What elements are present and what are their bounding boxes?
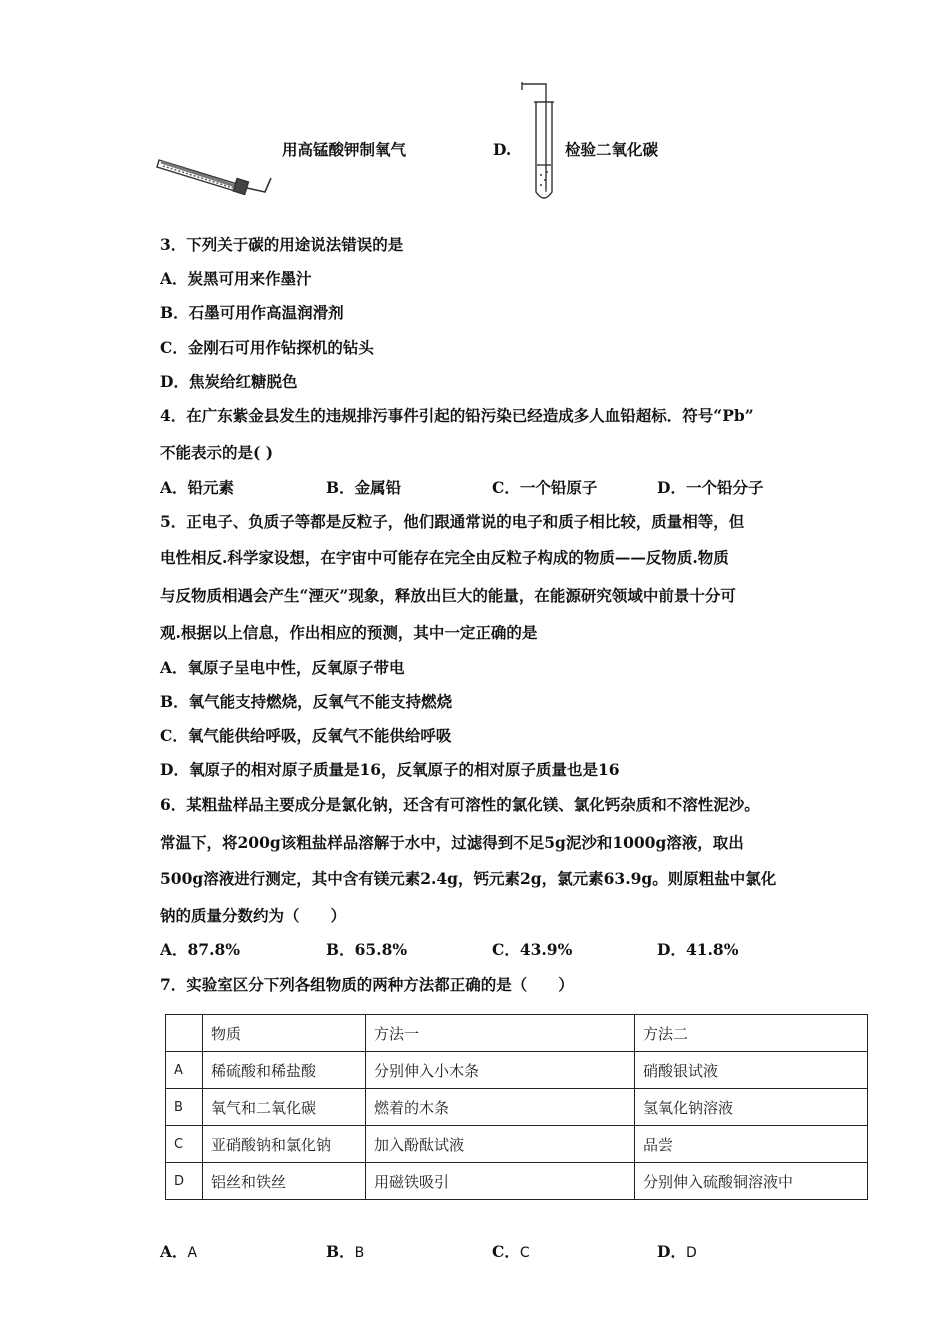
q6-option-c[interactable]: C．43.9% (492, 940, 573, 959)
table-header-cell: 方法一 (366, 1015, 635, 1052)
q5-stem-line-2: 电性相反.科学家设想，在宇宙中可能存在完全由反粒子构成的物质——反物质.物质 (160, 548, 729, 567)
figure-d-caption: 检验二氧化碳 (565, 140, 659, 159)
q5-stem-line-3: 与反物质相遇会产生“湮灭”现象，释放出巨大的能量，在能源研究领域中前景十分可 (160, 586, 736, 605)
q7-option-a[interactable] (160, 1240, 197, 1262)
table-cell: 用磁铁吸引 (366, 1163, 635, 1200)
q3-option-a[interactable]: A．炭黑可用来作墨汁 (160, 269, 312, 288)
q6-stem-line-4: 钠的质量分数约为（ ） (160, 906, 347, 925)
q7-option-b[interactable] (326, 1240, 364, 1262)
option-value: B (354, 1245, 365, 1261)
figure-c-caption: 用高锰酸钾制氧气 (282, 140, 407, 159)
q7-option-d[interactable] (657, 1240, 697, 1262)
q7-stem: 7．实验室区分下列各组物质的两种方法都正确的是（ ） (160, 975, 574, 994)
heating-tube-figure (155, 148, 280, 203)
test-tube-figure (518, 80, 560, 205)
table-cell: 硝酸银试液 (635, 1052, 868, 1089)
table-cell: C (166, 1126, 203, 1163)
q5-option-d[interactable]: D．氧原子的相对原子质量是16，反氧原子的相对原子质量也是16 (160, 760, 620, 779)
option-label: A． (160, 1242, 188, 1261)
q7-option-c[interactable] (492, 1240, 530, 1262)
q6-stem-line-1: 6．某粗盐样品主要成分是氯化钠，还含有可溶性的氯化镁、氯化钙杂质和不溶性泥沙。 (160, 795, 760, 814)
table-header-cell: 物质 (203, 1015, 366, 1052)
q3-option-b[interactable]: B．石墨可用作高温润滑剂 (160, 303, 344, 322)
q3-option-c[interactable]: C．金刚石可用作钻探机的钻头 (160, 338, 374, 357)
option-value: C (519, 1245, 530, 1261)
q3-option-d[interactable]: D．焦炭给红糖脱色 (160, 372, 298, 391)
table-cell: 加入酚酞试液 (366, 1126, 635, 1163)
option-label: B． (326, 1242, 355, 1261)
table-cell: 氧气和二氧化碳 (203, 1089, 366, 1126)
q5-option-b[interactable]: B．氧气能支持燃烧，反氧气不能支持燃烧 (160, 692, 453, 711)
table-header-cell: 方法二 (635, 1015, 868, 1052)
q4-option-b[interactable]: B．金属铅 (326, 478, 402, 497)
q6-stem-line-3: 500g溶液进行测定，其中含有镁元素2.4g，钙元素2g，氯元素63.9g。则原粗盐中氯化 (160, 869, 777, 888)
table-row (166, 1163, 868, 1200)
table-cell: A (166, 1052, 203, 1089)
table-header-row (166, 1015, 868, 1052)
q6-option-b[interactable]: B．65.8% (326, 940, 408, 959)
table-row (166, 1052, 868, 1089)
q4-option-a[interactable]: A．铅元素 (160, 478, 235, 497)
q4-stem-line-1: 4．在广东紫金县发生的违规排污事件引起的铅污染已经造成多人血铅超标．符号“Pb” (160, 406, 754, 425)
figure-d-label: D. (493, 140, 512, 159)
table-cell: 燃着的木条 (366, 1089, 635, 1126)
q5-option-a[interactable]: A．氧原子呈电中性，反氧原子带电 (160, 658, 405, 677)
q4-stem-line-2: 不能表示的是( ) (160, 443, 274, 462)
table-row (166, 1126, 868, 1163)
q6-option-d[interactable]: D．41.8% (657, 940, 739, 959)
q4-option-c[interactable]: C．一个铅原子 (492, 478, 598, 497)
table-cell: 分别伸入小木条 (366, 1052, 635, 1089)
table-cell: 氢氧化钠溶液 (635, 1089, 868, 1126)
table-cell: 品尝 (635, 1126, 868, 1163)
q5-stem-line-4: 观.根据以上信息，作出相应的预测，其中一定正确的是 (160, 623, 538, 642)
option-label: C． (492, 1242, 520, 1261)
table-cell: 分别伸入硫酸铜溶液中 (635, 1163, 868, 1200)
q6-option-a[interactable]: A．87.8% (160, 940, 241, 959)
table-cell: 亚硝酸钠和氯化钠 (203, 1126, 366, 1163)
q3-stem: 3．下列关于碳的用途说法错误的是 (160, 235, 404, 254)
table-cell: D (166, 1163, 203, 1200)
q7-table (165, 1014, 868, 1200)
option-label: D． (657, 1242, 686, 1261)
option-value: D (685, 1245, 697, 1261)
table-cell: 铝丝和铁丝 (203, 1163, 366, 1200)
q5-stem-line-1: 5．正电子、负质子等都是反粒子，他们跟通常说的电子和质子相比较，质量相等，但 (160, 512, 745, 531)
q5-option-c[interactable]: C．氧气能供给呼吸，反氧气不能供给呼吸 (160, 726, 452, 745)
table-header-cell (166, 1015, 203, 1052)
table-cell: 稀硫酸和稀盐酸 (203, 1052, 366, 1089)
table-cell: B (166, 1089, 203, 1126)
q4-option-d[interactable]: D．一个铅分子 (657, 478, 764, 497)
option-value: A (187, 1245, 198, 1261)
q6-stem-line-2: 常温下，将200g该粗盐样品溶解于水中，过滤得到不足5g泥沙和1000g溶液，取出 (160, 833, 744, 852)
table-row (166, 1089, 868, 1126)
